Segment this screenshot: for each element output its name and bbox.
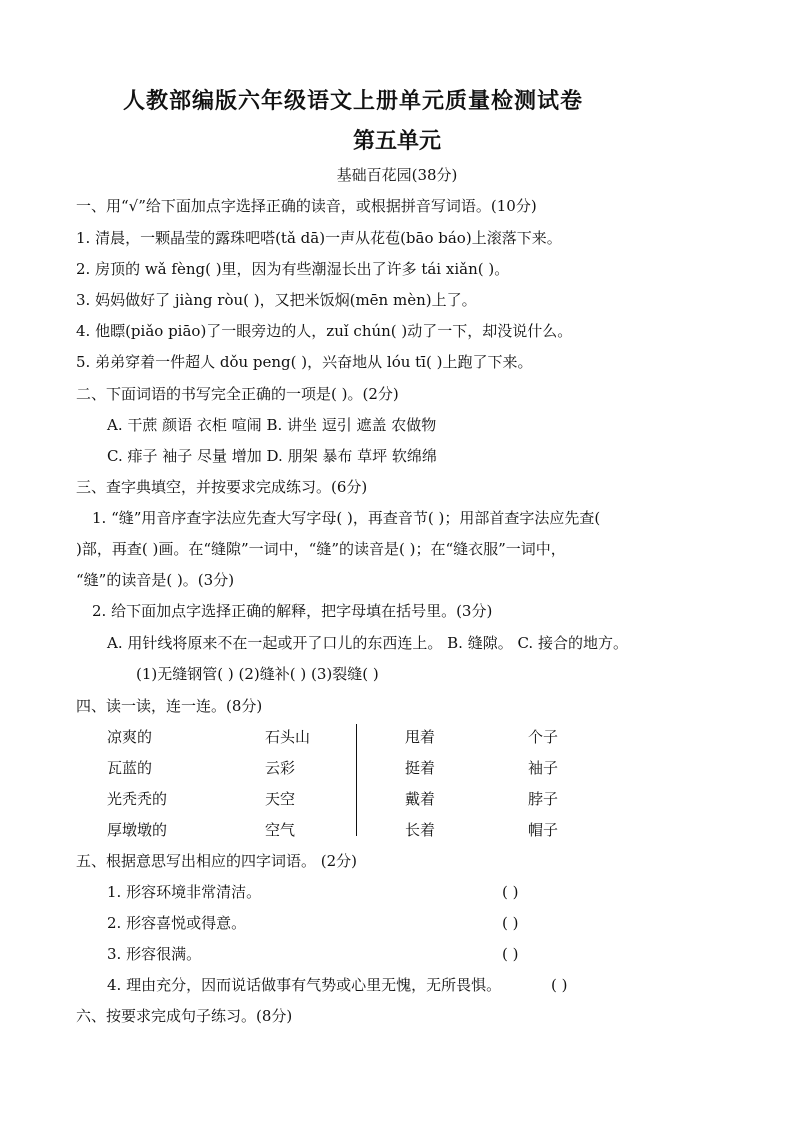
- q4-col3-item: 甩着: [405, 728, 436, 746]
- q5-item-text: 2. 形容喜悦或得意。: [107, 914, 247, 932]
- q6-heading: 六、按要求完成句子练习。(8分): [76, 1007, 293, 1025]
- q4-col1-item: 厚墩墩的: [107, 821, 168, 839]
- q4-col4-item: 个子: [528, 728, 559, 746]
- q3-sub2-heading: 2. 给下面加点字选择正确的解释，把字母填在括号里。(3分): [92, 602, 493, 620]
- q5-item-blank: ( ): [502, 945, 519, 963]
- q5-item-text: 3. 形容很满。: [107, 945, 202, 963]
- q5-heading: 五、根据意思写出相应的四字词语。 (2分): [76, 852, 358, 870]
- q4-col3-item: 长着: [405, 821, 436, 839]
- q3-sub2-items: (1)无缝钢管( ) (2)缝补( ) (3)裂缝( ): [136, 665, 379, 683]
- q4-col1-item: 光秃秃的: [107, 790, 168, 808]
- q5-item-blank: ( ): [502, 883, 519, 901]
- q1-item-4: 4. 他瞟(piǎo piāo)了一眼旁边的人，zuǐ chún( )动了一下，却没说什么。: [76, 322, 573, 340]
- q4-heading: 四、读一读，连一连。(8分): [76, 697, 263, 715]
- q4-col3-item: 挺着: [405, 759, 436, 777]
- q4-col2-item: 天空: [265, 790, 296, 808]
- q4-col1-item: 凉爽的: [107, 728, 153, 746]
- q4-col4-item: 帽子: [528, 821, 559, 839]
- q1-item-5: 5. 弟弟穿着一件超人 dǒu peng( )，兴奋地从 lóu tī( )上跑了下来。: [76, 353, 533, 371]
- q3-heading: 三、查字典填空，并按要求完成练习。(6分): [76, 478, 368, 496]
- page-title: 人教部编版六年级语文上册单元质量检测试卷: [123, 88, 584, 114]
- q5-item-text: 4. 理由充分，因而说话做事有气势或心里无愧，无所畏惧。: [107, 976, 502, 994]
- q4-col4-item: 脖子: [528, 790, 559, 808]
- q3-sub1-line1: 1. “缝”用音序查字法应先查大写字母( )，再查音节( )；用部首查字法应先查(: [92, 509, 601, 527]
- q2-heading: 二、下面词语的书写完全正确的一项是( )。(2分): [76, 385, 399, 403]
- q3-sub1-line3: “缝”的读音是( )。(3分): [76, 571, 235, 589]
- q4-col2-item: 空气: [265, 821, 296, 839]
- q2-option-ab: A. 干蔗 颜语 衣柜 喧闹 B. 讲坐 逗引 遮盖 农做物: [107, 416, 437, 434]
- q3-sub1-line2: )部，再查( )画。在“缝隙”一词中，“缝”的读音是( )；在“缝衣服”一词中，: [76, 540, 566, 558]
- q4-col3-item: 戴着: [405, 790, 436, 808]
- column-divider: [356, 724, 357, 836]
- q5-item-blank: ( ): [551, 976, 568, 994]
- unit-title: 第五单元: [352, 128, 441, 154]
- q1-item-3: 3. 妈妈做好了 jiàng ròu( )，又把米饭焖(mēn mèn)上了。: [76, 291, 477, 309]
- q5-item-text: 1. 形容环境非常清洁。: [107, 883, 262, 901]
- part-title: 基础百花园(38分): [336, 166, 458, 184]
- q2-option-cd: C. 痱子 袖子 尽量 增加 D. 朋架 暴布 草坪 软绵绵: [107, 447, 437, 465]
- q5-item-blank: ( ): [502, 914, 519, 932]
- q1-item-1: 1. 清晨，一颗晶莹的露珠吧嗒(tǎ dā)一声从花苞(bāo báo)上滚落下来。: [76, 229, 562, 247]
- q4-col4-item: 袖子: [528, 759, 559, 777]
- q4-col2-item: 云彩: [265, 759, 296, 777]
- q4-col2-item: 石头山: [265, 728, 311, 746]
- q3-sub2-options: A. 用针线将原来不在一起或开了口儿的东西连上。 B. 缝隙。 C. 接合的地方。: [107, 634, 628, 652]
- q4-col1-item: 瓦蓝的: [107, 759, 153, 777]
- q1-heading: 一、用“√”给下面加点字选择正确的读音，或根据拼音写词语。(10分): [76, 197, 537, 215]
- q1-item-2: 2. 房顶的 wǎ fèng( )里，因为有些潮湿长出了许多 tái xiǎn( )。: [76, 260, 510, 278]
